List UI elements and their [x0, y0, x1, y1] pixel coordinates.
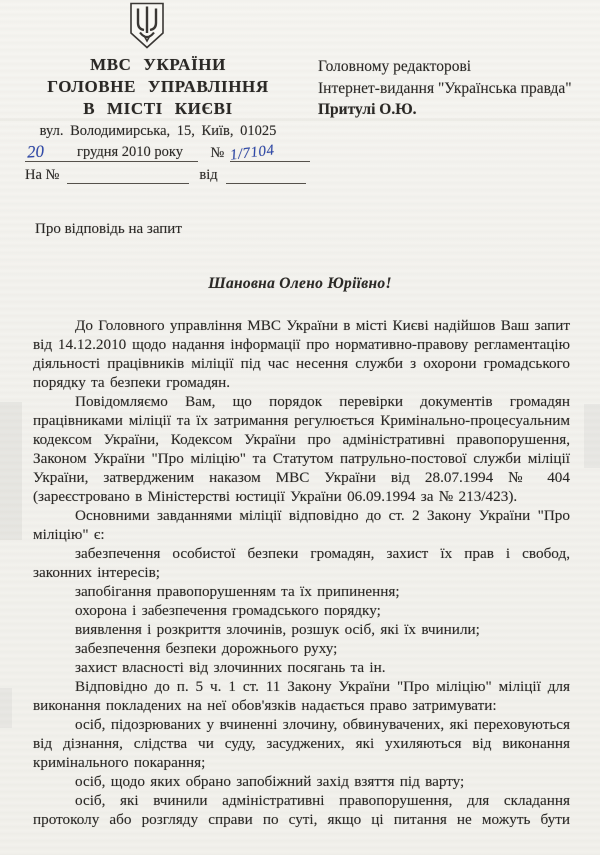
scan-artifact	[584, 404, 600, 468]
date-text: грудня 2010 року	[77, 144, 183, 160]
body-paragraph: захист власності від злочинних посягань та ін.	[75, 659, 386, 676]
date-underline	[25, 141, 198, 162]
body-paragraph: осіб, щодо яких обрано запобіжний захід взяття під варту;	[75, 773, 465, 790]
body-paragraph: До Головного управління МВС України в місті Києві надійшов Ваш запит від 14.12.2010 щодо надання інформації про нормативно-правову регламентацію діяльності працівників міліції під час несення служби з охорони громадського порядку та безпеки громадян.	[33, 317, 570, 391]
reply-reference-line	[25, 162, 310, 184]
reply-from-underline	[226, 168, 306, 184]
org-name-line1: МВС УКРАЇНИ	[90, 55, 226, 74]
reply-ref-label: На №	[25, 167, 60, 183]
tryzub-emblem-icon	[128, 2, 166, 49]
letterhead-org-block	[22, 54, 294, 141]
org-address: вул. Володимирська, 15, Київ, 01025	[39, 123, 277, 139]
date-number-line	[25, 140, 310, 162]
org-name-line2: ГОЛОВНЕ УПРАВЛІННЯ	[47, 77, 269, 96]
scan-artifact	[0, 402, 22, 540]
handwritten-outgoing-number: 1/7104	[229, 142, 276, 164]
handwritten-date-day: 20	[26, 141, 45, 162]
reply-from-label: від	[199, 167, 218, 183]
body-paragraph: Повідомляємо Вам, що порядок перевірки документів громадян працівниками міліції та їх затримання регулюється Кримінально-процесуальним кодексом України, Кодексом України про адміністративні правопорушення, Законом України "Про міліцію" та Статутом патрульно-постової служби міліції України, затвердженим наказом МВС України від 28.07.1994 № 404 (зареєстровано в Міністерстві юстиції України 06.09.1994 за № 213/423).	[33, 393, 570, 505]
body-paragraph: осіб, підозрюваних у вчиненні злочину, обвинувачених, які переховуються від дізнання, слідства чи суду, засуджених, які ухиляються від виконання кримінального покарання;	[33, 716, 570, 771]
subject-line: Про відповідь на запит	[35, 221, 182, 237]
body-paragraph: запобігання правопорушенням та їх припинення;	[75, 583, 400, 600]
body-paragraph: Основними завданнями міліції відповідно до ст. 2 Закону України "Про міліцію" є:	[33, 507, 570, 543]
letterhead-form-block	[25, 140, 310, 184]
body-paragraph: забезпечення безпеки дорожнього руху;	[75, 640, 338, 657]
body-paragraph: Відповідно до п. 5 ч. 1 ст. 11 Закону України "Про міліцію" міліції для виконання покладених на неї обов'язків надається право затримувати:	[33, 678, 570, 714]
number-sign: №	[210, 145, 225, 161]
body-paragraph: осіб, які вчинили адміністративні правопорушення, для складання протоколу або розгляду справи по суті, якщо ці питання не можуть бути	[33, 792, 570, 828]
number-underline	[230, 143, 310, 162]
org-name-line3: В МІСТІ КИЄВІ	[83, 99, 233, 118]
scan-artifact	[0, 688, 12, 728]
body-paragraph: виявлення і розкриття злочинів, розшук осіб, які їх вчинили;	[75, 621, 480, 638]
reply-ref-underline	[67, 168, 189, 184]
recipient-line-1: Головному редакторові	[318, 58, 472, 75]
recipient-block	[318, 56, 580, 121]
letter-body	[33, 316, 570, 829]
recipient-line-3: Притулі О.Ю.	[318, 101, 417, 118]
body-paragraph: охорона і забезпечення громадського порядку;	[75, 602, 381, 619]
recipient-line-2: Інтернет-видання "Українська правда"	[318, 79, 572, 97]
body-paragraph: забезпечення особистої безпеки громадян, захист їх прав і свобод, законних інтересів;	[33, 545, 570, 581]
salutation: Шановна Олено Юріївно!	[208, 275, 392, 292]
